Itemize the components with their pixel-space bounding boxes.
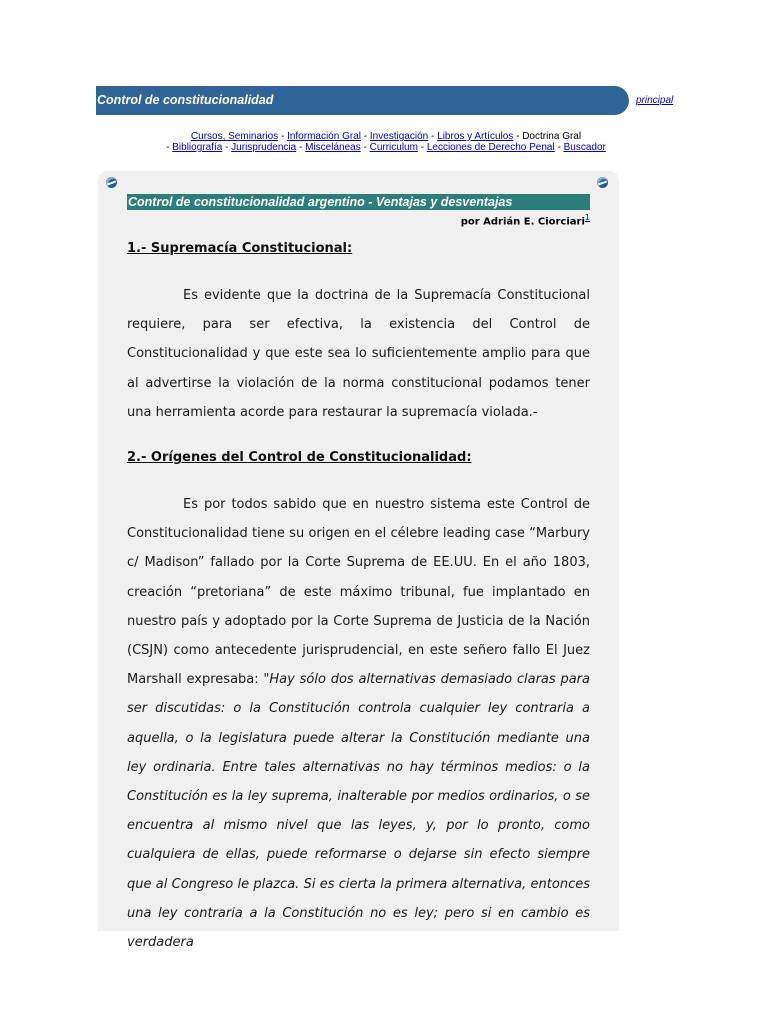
section-heading-origenes: 2.- Orígenes del Control de Constitucionalidad: bbox=[127, 450, 472, 465]
author-byline bbox=[127, 213, 590, 227]
nav-informacion-gral[interactable]: Información Gral bbox=[287, 131, 361, 142]
paragraph-origenes bbox=[127, 490, 590, 957]
nav-lecciones-de-derecho-penal[interactable]: Lecciones de Derecho Penal bbox=[426, 142, 555, 153]
paragraph-supremacia-text: Es evidente que la doctrina de la Supremacía Constitucional requiere, para ser efectiva, la existencia del Control de Constitucionalidad y que este sea lo suficientemente amplio para que al advertirse la violación de la norma constitucional podamos tener una herramienta acorde para restaurar la supremacía violada.- bbox=[127, 288, 590, 420]
nav-curriculum[interactable]: Curriculum bbox=[369, 142, 418, 153]
nav-row-1: Cursos, Seminarios - Información Gral - Investigación - Libros y Artículos - Doctrina Gral bbox=[190, 131, 582, 142]
paragraph-supremacia bbox=[127, 281, 590, 427]
page-title: Control de constitucionalidad bbox=[97, 93, 274, 107]
nav-jurisprudencia[interactable]: Jurisprudencia bbox=[231, 142, 297, 153]
article-title: Control de constitucionalidad argentino - Ventajas y desventajas bbox=[128, 195, 513, 209]
nav-bibliografia[interactable]: Bibliografía bbox=[172, 142, 223, 153]
nav-cursos-seminarios[interactable]: Cursos, Seminarios bbox=[190, 131, 279, 142]
footnote-link[interactable]: 1 bbox=[584, 213, 590, 222]
nav-miscelaneas[interactable]: Misceláneas bbox=[305, 142, 361, 153]
nav-buscador[interactable]: Buscador bbox=[563, 142, 606, 153]
paragraph-origenes-text: Es por todos sabido que en nuestro sistema este Control de Constitucionalidad tiene su origen en el célebre leading case “Marbury c/ Madison” fallado por la Corte Suprema de EE.UU. En el año 1803, creación “pretoriana” de este máximo tribunal, fue implantado en nuestro país y adoptado por la Corte Suprema de Justicia de la Nación (CSJN) como antecedente jurisprudencial, en este señero fallo El Juez Marshall expresaba: bbox=[127, 497, 590, 688]
world-bullet-icon bbox=[106, 177, 117, 188]
world-bullet-icon bbox=[597, 177, 608, 188]
marshall-quote: "Hay sólo dos alternativas demasiado claras para ser discutidas: o la Constitución controla cualquier ley contraria a aquella, o la legislatura puede alterar la Constitución mediante una ley ordinaria. Entre tales alternativas no hay términos medios: o la Constitución es la ley suprema, inalterable por medios ordinarios, o se encuentra al mismo nivel que las leyes, y, por lo pronto, como cualquiera de ellas, puede reformarse o dejarse sin efecto siempre que al Congreso le plazca. Si es cierta la primera alternativa, entonces una ley contraria a la Constitución no es ley; pero si en cambio es verdadera bbox=[127, 672, 590, 951]
nav-row-2: - Bibliografía - Jurisprudencia - Misceláneas - Curriculum - Lecciones de Derecho Penal - Buscador bbox=[166, 142, 606, 153]
principal-link[interactable]: principal bbox=[636, 95, 674, 106]
nav-libros-y-articulos[interactable]: Libros y Artículos bbox=[437, 131, 514, 142]
nav-investigacion[interactable]: Investigación bbox=[369, 131, 429, 142]
author-name: por Adrián E. Ciorciari bbox=[460, 216, 585, 228]
nav-doctrina-gral: Doctrina Gral bbox=[522, 131, 582, 142]
section-heading-supremacia: 1.- Supremacía Constitucional: bbox=[127, 241, 353, 256]
